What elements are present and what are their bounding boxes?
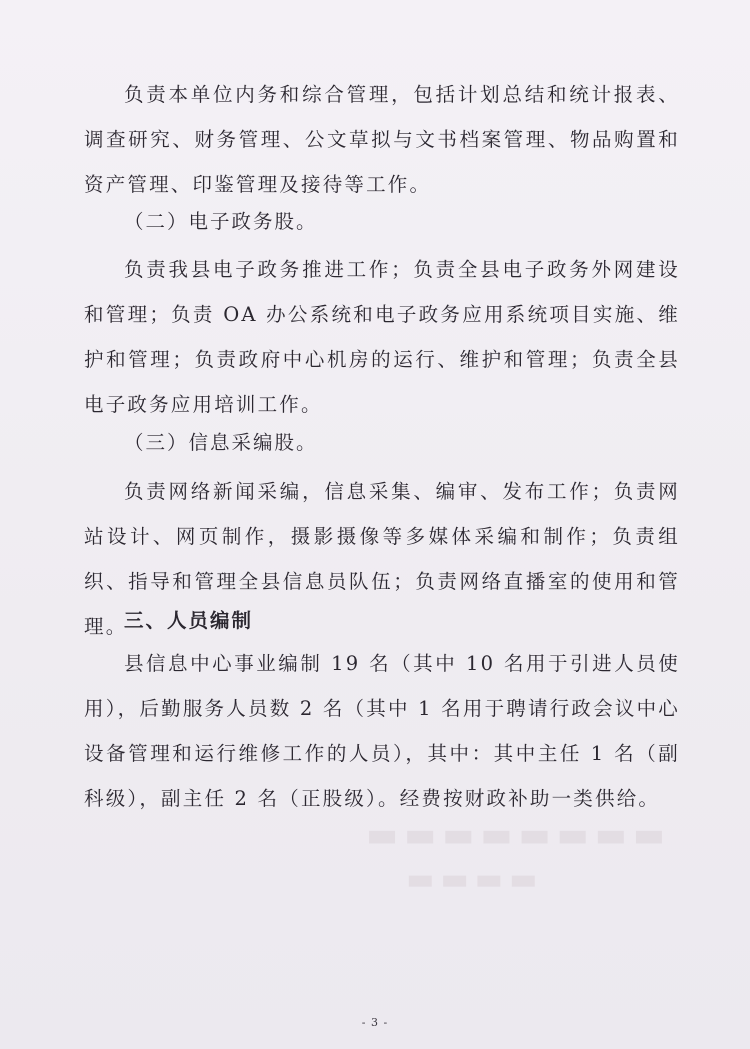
show-through-text: ▬▬▬▬ (400, 862, 538, 897)
show-through-text: ▬▬▬▬▬▬▬▬ (360, 815, 665, 855)
paragraph-information-editing: 负责网络新闻采编，信息采集、编审、发布工作；负责网站设计、网页制作，摄影摄像等多媒体采编和制作；负责组织、指导和管理全县信息员队伍；负责网络直播室的使用和管理。 (84, 480, 680, 638)
heading-staffing: 三、人员编制 (124, 609, 254, 632)
paragraph-staffing: 县信息中心事业编制 19 名（其中 10 名用于引进人员使用），后勤服务人员数 2 名（其中 1 名用于聘请行政会议中心设备管理和运行维修工作的人员），其中：其中主任 1 名（副科级），副主任 2 名（正股级）。经费按财政补助一类供给。 (84, 652, 680, 810)
section-title-e-government: （二）电子政务股。 (124, 210, 318, 233)
paragraph-general-affairs: 负责本单位内务和综合管理，包括计划总结和统计报表、调查研究、财务管理、公文草拟与文书档案管理、物品购置和资产管理、印鉴管理及接待等工作。 (84, 83, 680, 196)
paragraph-e-government: 负责我县电子政务推进工作；负责全县电子政务外网建设和管理；负责 OA 办公系统和电子政务应用系统项目实施、维护和管理；负责政府中心机房的运行、维护和管理；负责全县电子政务应用培训工作。 (84, 258, 680, 416)
page-number: - 3 - (361, 1016, 389, 1029)
section-title-information-editing: （三）信息采编股。 (124, 431, 318, 454)
